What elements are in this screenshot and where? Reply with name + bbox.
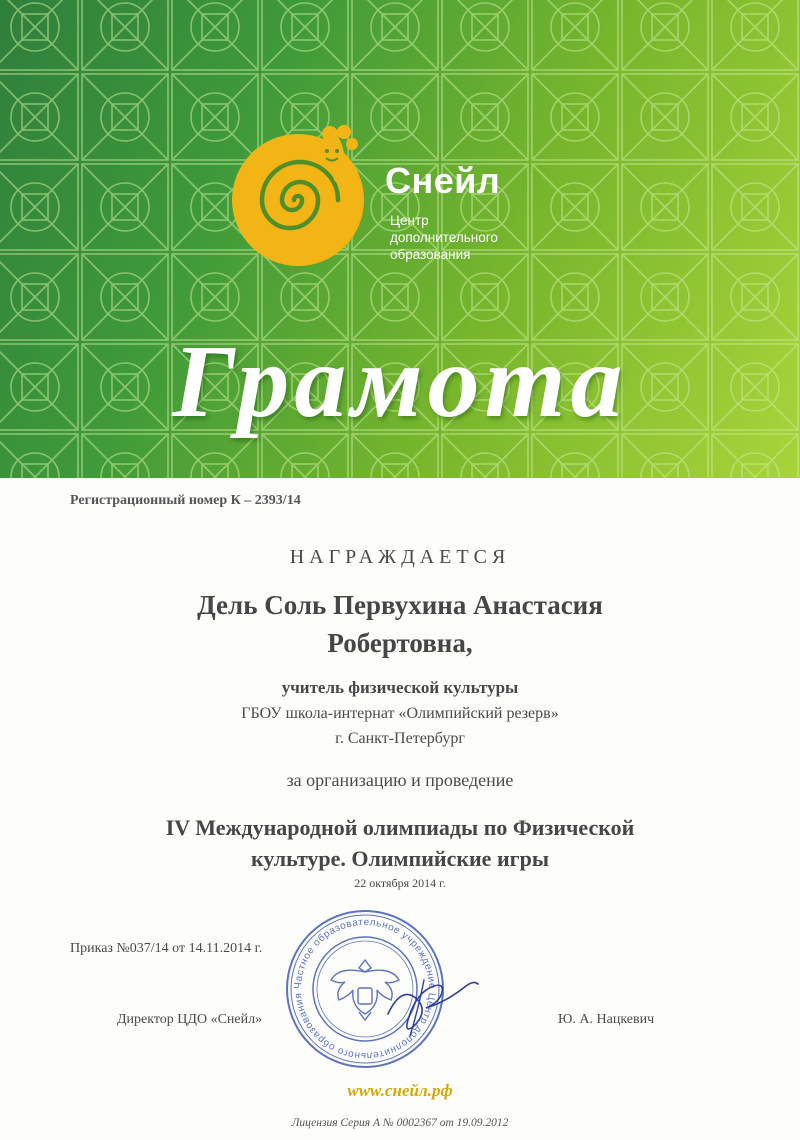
logo-subtitle-line: дополнительного — [390, 230, 498, 245]
recipient-organization: ГБОУ школа-интернат «Олимпийский резерв» — [241, 705, 559, 722]
registration-number: Регистрационный номер К – 2393/14 — [70, 493, 301, 508]
recipient-name-line: Дель Соль Первухина Анастасия — [197, 590, 603, 620]
director-title: Директор ЦДО «Снейл» — [117, 1012, 263, 1027]
certificate-header — [0, 0, 800, 478]
recipient-position: учитель физической культуры — [281, 678, 519, 697]
snail-logo-icon — [226, 120, 376, 270]
certificate-title: Грамота — [172, 324, 628, 439]
seal-text: Частное образовательное учреждение Центр дополнительного образования — [292, 916, 438, 1062]
recipient-name — [60, 586, 740, 662]
awarded-label: НАГРАЖДАЕТСЯ — [289, 546, 511, 568]
recipient-name-line: Робертовна, — [327, 628, 473, 658]
logo-subtitle-line: Центр — [390, 213, 429, 228]
event-date: 22 октября 2014 г. — [354, 876, 446, 890]
logo-subtitle — [390, 212, 550, 263]
handwritten-signature-icon — [380, 970, 490, 1040]
order-number: Приказ №037/14 от 14.11.2014 г. — [70, 941, 263, 956]
award-reason: за организацию и проведение — [286, 770, 514, 790]
recipient-city: г. Санкт-Петербург — [335, 730, 465, 747]
event-name-line: IV Международной олимпиады по Физической — [165, 815, 635, 840]
director-name: Ю. А. Нацкевич — [558, 1012, 655, 1027]
event-name-line: культуре. Олимпийские игры — [250, 846, 550, 871]
logo-subtitle-line: образования — [390, 247, 471, 262]
license-info: Лицензия Серия А № 0002367 от 19.09.2012 — [291, 1117, 509, 1129]
website-link[interactable]: www.снейл.рф — [347, 1081, 453, 1100]
event-name — [60, 812, 740, 874]
logo-name: Снейл — [385, 160, 501, 201]
